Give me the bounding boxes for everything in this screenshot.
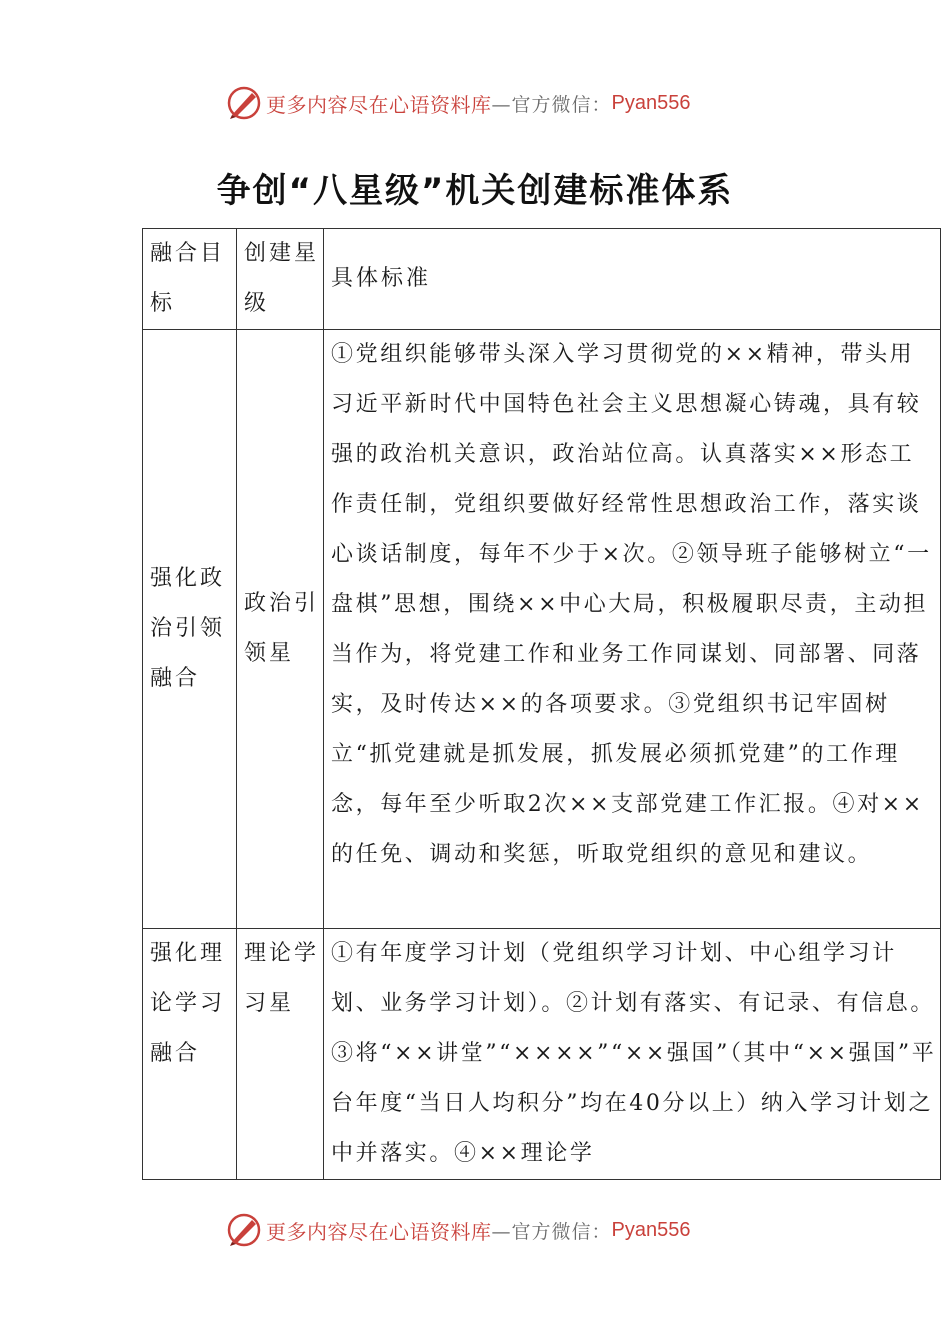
pen-logo-icon — [226, 85, 262, 121]
banner-text-main: 更多内容尽在心语资料库 — [266, 1219, 492, 1244]
page-title: 争创“八星级”机关创建标准体系 — [216, 171, 734, 211]
row-goal: 强化政治引领融合 — [143, 330, 237, 929]
header-standard: 具体标准 — [324, 229, 941, 330]
banner-wechat-id: Pyan556 — [611, 1218, 691, 1241]
header-star: 创建星级 — [237, 229, 324, 330]
standards-table — [142, 228, 941, 1180]
table-row — [143, 929, 941, 1180]
row-goal: 强化理论学习融合 — [143, 929, 237, 1180]
banner-wechat-id: Pyan556 — [611, 91, 691, 114]
row-standard: ①党组织能够带头深入学习贯彻党的××精神，带头用习近平新时代中国特色社会主义思想凝心铸魂，具有较强的政治机关意识，政治站位高。认真落实××形态工作责任制，党组织要做好经常性思想政治工作，落实谈心谈话制度，每年不少于×次。②领导班子能够树立“一盘棋”思想，围绕××中心大局，积极履职尽责，主动担当作为，将党建工作和业务工作同谋划、同部署、同落实，及时传达××的各项要求。③党组织书记牢固树立“抓党建就是抓发展，抓发展必须抓党建”的工作理念，每年至少听取2次××支部党建工作汇报。④对××的任免、调动和奖惩，听取党组织的意见和建议。 — [324, 330, 941, 929]
banner-text-main: 更多内容尽在心语资料库 — [266, 92, 492, 117]
banner-text-sub: —官方微信： — [491, 93, 612, 116]
row-star: 政治引领星 — [237, 330, 324, 929]
pen-logo-icon — [226, 1212, 262, 1248]
top-banner — [226, 83, 746, 123]
row-star: 理论学习星 — [237, 929, 324, 1180]
header-goal: 融合目标 — [143, 229, 237, 330]
bottom-banner — [226, 1210, 746, 1250]
table-row — [143, 330, 941, 929]
row-standard: ①有年度学习计划（党组织学习计划、中心组学习计划、业务学习计划）。②计划有落实、有记录、有信息。③将“××讲堂”“××××”“××强国”（其中“××强国”平台年度“当日人均积分”均在40分以上）纳入学习计划之中并落实。④××理论学 — [324, 929, 941, 1180]
banner-text-sub: —官方微信： — [491, 1220, 612, 1243]
table-header-row — [143, 229, 941, 330]
